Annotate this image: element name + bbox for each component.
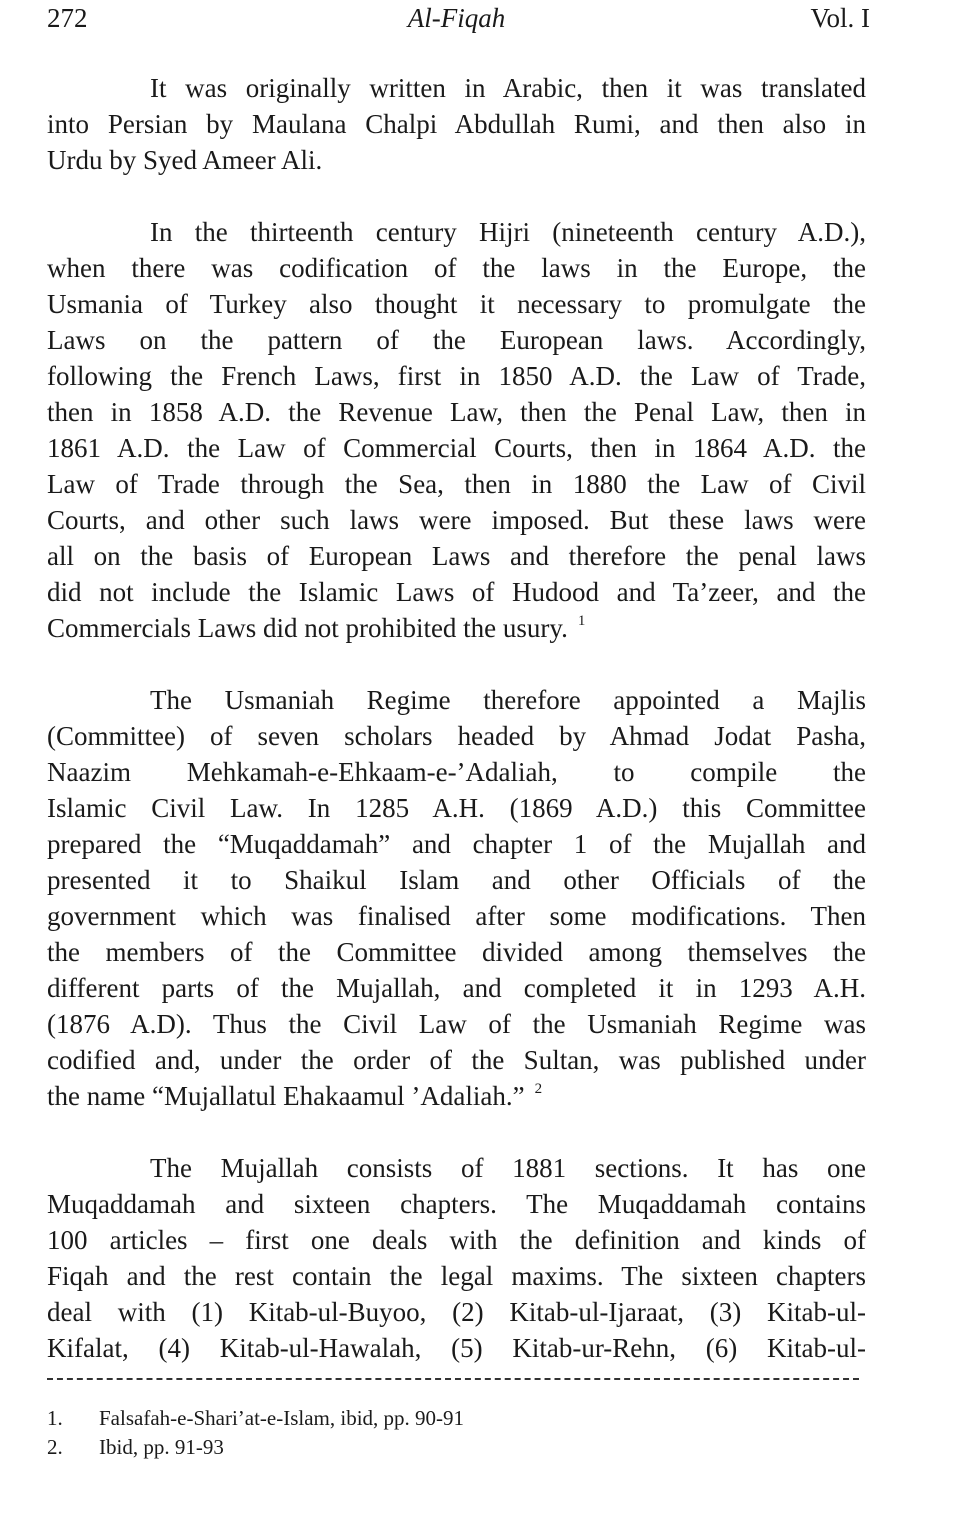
- line-text: the members of the Committee divided among themselves the: [47, 937, 866, 967]
- text-line: [47, 1042, 866, 1078]
- paragraph: [47, 1150, 866, 1366]
- text-line: [47, 1078, 866, 1114]
- text-line: [47, 1258, 866, 1294]
- text-line: [47, 682, 866, 718]
- text-line: [47, 358, 866, 394]
- footnote-reference: 1: [577, 613, 586, 629]
- text-line: [47, 70, 866, 106]
- running-header: [47, 0, 870, 36]
- line-text: The Mujallah consists of 1881 sections. It has one: [150, 1153, 866, 1183]
- text-line: [47, 898, 866, 934]
- page-number: 272: [47, 3, 88, 33]
- line-text: Islamic Civil Law. In 1285 A.H. (1869 A.D.) this Committee: [47, 793, 866, 823]
- text-line: [47, 430, 866, 466]
- text-line: [47, 1150, 866, 1186]
- line-text: all on the basis of European Laws and therefore the penal laws: [47, 541, 866, 571]
- footnotes: [47, 1404, 464, 1462]
- text-line: [47, 1330, 866, 1366]
- text-line: [47, 1186, 866, 1222]
- line-text: 100 articles – first one deals with the definition and kinds of: [47, 1225, 866, 1255]
- text-line: [47, 106, 866, 142]
- text-line: [47, 934, 866, 970]
- text-line: [47, 250, 866, 286]
- line-text: presented it to Shaikul Islam and other Officials of the: [47, 865, 866, 895]
- text-line: [47, 394, 866, 430]
- line-text: Naazim Mehkamah-e-Ehkaam-e-’Adaliah, to compile the: [47, 757, 866, 787]
- line-text: into Persian by Maulana Chalpi Abdullah Rumi, and then also in: [47, 109, 866, 139]
- line-text: 1861 A.D. the Law of Commercial Courts, then in 1864 A.D. the: [47, 433, 866, 463]
- text-line: [47, 718, 866, 754]
- text-line: [47, 322, 866, 358]
- line-text: Law of Trade through the Sea, then in 1880 the Law of Civil: [47, 469, 866, 499]
- volume-label: Vol. I: [810, 3, 870, 33]
- line-text: following the French Laws, first in 1850 A.D. the Law of Trade,: [47, 361, 866, 391]
- text-line: [47, 970, 866, 1006]
- line-text: codified and, under the order of the Sultan, was published under: [47, 1045, 866, 1075]
- footnote-separator: [47, 1378, 859, 1380]
- text-line: [47, 790, 866, 826]
- line-text: government which was finalised after some modifications. Then: [47, 901, 866, 931]
- line-text: then in 1858 A.D. the Revenue Law, then the Penal Law, then in: [47, 397, 866, 427]
- footnote-text: Falsafah-e-Shari’at-e-Islam, ibid, pp. 90-91: [99, 1406, 465, 1430]
- line-text: The Usmaniah Regime therefore appointed a Majlis: [150, 685, 866, 715]
- paragraph: [47, 682, 866, 1114]
- line-text: did not include the Islamic Laws of Hudood and Ta’zeer, and the: [47, 577, 866, 607]
- line-text: deal with (1) Kitab-ul-Buyoo, (2) Kitab-ul-Ijaraat, (3) Kitab-ul-: [47, 1297, 866, 1327]
- paragraph: [47, 214, 866, 646]
- paragraph: [47, 70, 866, 178]
- line-text: when there was codification of the laws in the Europe, the: [47, 253, 866, 283]
- book-title: Al-Fiqah: [407, 3, 506, 33]
- line-text: (1876 A.D). Thus the Civil Law of the Usmaniah Regime was: [47, 1009, 866, 1039]
- text-line: [47, 574, 866, 610]
- text-line: [47, 214, 866, 250]
- text-line: [47, 538, 866, 574]
- line-text: Commercials Laws did not prohibited the usury.: [47, 613, 568, 643]
- line-text: In the thirteenth century Hijri (nineteenth century A.D.),: [150, 217, 866, 247]
- line-text: different parts of the Mujallah, and completed it in 1293 A.H.: [47, 973, 866, 1003]
- line-text: It was originally written in Arabic, then it was translated: [150, 73, 866, 103]
- text-line: [47, 610, 866, 646]
- line-text: Muqaddamah and sixteen chapters. The Muqaddamah contains: [47, 1189, 866, 1219]
- text-line: [47, 1294, 866, 1330]
- text-line: [47, 142, 866, 178]
- text-line: [47, 502, 866, 538]
- line-text: prepared the “Muqaddamah” and chapter 1 of the Mujallah and: [47, 829, 866, 859]
- line-text: the name “Mujallatul Ehakaamul ’Adaliah.”: [47, 1081, 525, 1111]
- text-line: [47, 1006, 866, 1042]
- footnote-reference: 2: [534, 1081, 543, 1097]
- line-text: Urdu by Syed Ameer Ali.: [47, 145, 323, 175]
- line-text: Laws on the pattern of the European laws. Accordingly,: [47, 325, 866, 355]
- text-line: [47, 862, 866, 898]
- text-line: [47, 466, 866, 502]
- page-body: [47, 70, 866, 1402]
- text-line: [47, 826, 866, 862]
- line-text: Fiqah and the rest contain the legal maxims. The sixteen chapters: [47, 1261, 866, 1291]
- line-text: Kifalat, (4) Kitab-ul-Hawalah, (5) Kitab-ur-Rehn, (6) Kitab-ul-: [47, 1333, 866, 1363]
- footnote: [47, 1433, 464, 1462]
- line-text: Usmania of Turkey also thought it necessary to promulgate the: [47, 289, 866, 319]
- footnote-text: Ibid, pp. 91-93: [99, 1435, 224, 1459]
- footnote: [47, 1404, 464, 1433]
- footnote-number: 1.: [47, 1406, 63, 1430]
- footnote-number: 2.: [47, 1435, 63, 1459]
- text-line: [47, 286, 866, 322]
- line-text: Courts, and other such laws were imposed. But these laws were: [47, 505, 866, 535]
- text-line: [47, 754, 866, 790]
- text-line: [47, 1222, 866, 1258]
- line-text: (Committee) of seven scholars headed by Ahmad Jodat Pasha,: [47, 721, 866, 751]
